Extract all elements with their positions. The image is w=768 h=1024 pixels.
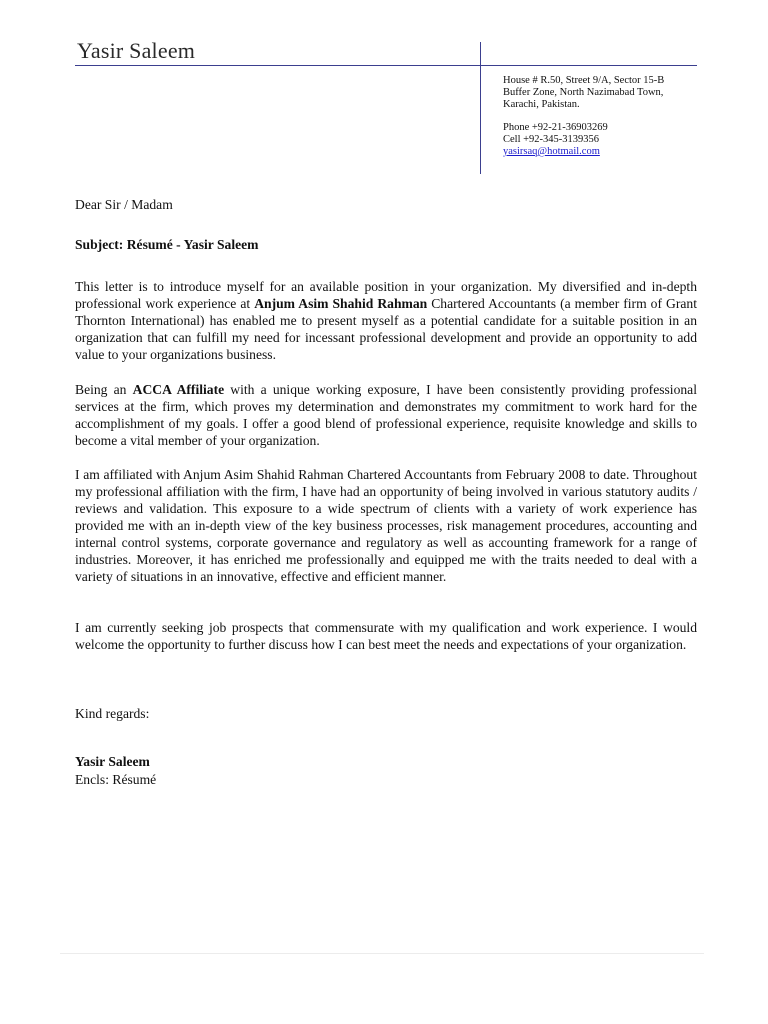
email-link[interactable]: yasirsaq@hotmail.com [503,146,600,157]
header-horizontal-rule [75,65,697,66]
p1-text-a: This letter is to introduce myself for an available position in your organization. My diversified and in-depth professional work experience at [75,279,697,311]
paragraph-experience: I am affiliated with Anjum Asim Shahid Rahman Chartered Accountants from February 2008 to date. Throughout my professional affiliation with the firm, I have had an opportunity of being involved in various statutory audits / reviews and validation. This exposure to a wide spectrum of clients with a variety of work experience has provided me with an in-depth view of the key business processes, risk management procedures, accounting and internal control systems, corporate governance and regulatory as well as accounting framework for a range of industries. Moreover, it has enriched me professionally and equipped me with the traits needed to deal with a variety of situations in an innovative, effective and efficient manner. [75,467,697,584]
address-line-2: Buffer Zone, North Nazimabad Town, [503,87,664,98]
subject-line: Subject: Résumé - Yasir Saleem [75,237,259,252]
closing-line: Kind regards: [75,706,150,721]
p1-firm-name: Anjum Asim Shahid Rahman [254,296,428,311]
p2-qualification: ACCA Affiliate [132,382,225,397]
header-vertical-rule [480,42,481,174]
enclosure-line: Encls: Résumé [75,772,157,787]
p1-text-b: Chartered Accountants (a member firm of Grant Thornton International) has enabled me to present myself as a potential candidate for a suitable position in an organization that can fulfill my need for incessant professional development and provide an opportunity to add value to your organizations business. [75,296,697,362]
footer-divider [60,953,704,954]
paragraph-introduction [75,278,697,363]
address-line-1: House # R.50, Street 9/A, Sector 15-B [503,75,665,86]
p2-text-a: Being an [75,382,133,397]
p2-text-b: with a unique working exposure, I have been consistently providing professional services at the firm, which proves my determination and demonstrates my commitment to work hard for the accomplishment of my goals. I offer a good blend of professional experience, requisite knowledge and skills to become a vital member of your organization. [75,382,697,448]
phone-number: Phone +92-21-36903269 [503,122,608,133]
sender-name-heading: Yasir Saleem [77,38,196,63]
salutation: Dear Sir / Madam [75,197,173,212]
signature-name: Yasir Saleem [75,754,150,769]
address-line-3: Karachi, Pakistan. [503,99,580,110]
contact-spacer [503,111,703,122]
sender-contact-block [503,75,703,158]
paragraph-seeking: I am currently seeking job prospects that commensurate with my qualification and work experience. I would welcome the opportunity to further discuss how I can best meet the needs and expectations of your organization. [75,620,697,652]
paragraph-qualification [75,381,697,449]
cell-number: Cell +92-345-3139356 [503,134,600,145]
